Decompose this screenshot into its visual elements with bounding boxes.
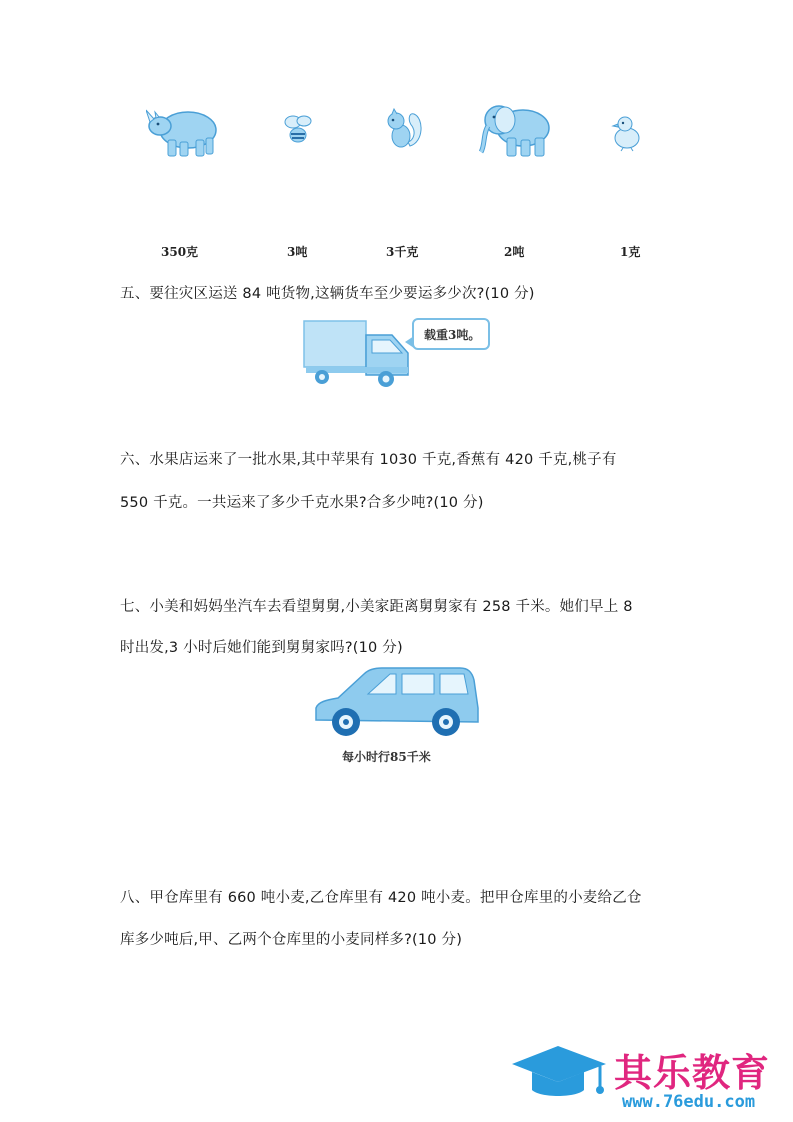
car-speed-caption: 每小时行85千米 (342, 750, 431, 764)
question-7-line-2: 时出发,3 小时后她们能到舅舅家吗?(10 分) (120, 640, 403, 656)
animal-weight-label: 2吨 (504, 245, 525, 259)
question-8-line-1: 八、甲仓库里有 660 吨小麦,乙仓库里有 420 吨小麦。把甲仓库里的小麦给乙仓 (120, 890, 642, 906)
question-6-line-2: 550 千克。一共运来了多少千克水果?合多少吨?(10 分) (120, 495, 484, 511)
logo-url: www.76edu.com (622, 1092, 756, 1112)
animal-weight-label: 350克 (161, 245, 199, 259)
question-7-line-1: 七、小美和妈妈坐汽车去看望舅舅,小美家距离舅舅家有 258 千米。她们早上 8 (120, 599, 633, 615)
logo-name: 其乐教育 (614, 1051, 771, 1095)
truck-illustration (302, 313, 412, 389)
truck-load-label: 载重3吨。 (424, 328, 481, 342)
car-illustration (312, 664, 482, 740)
question-6-line-1: 六、水果店运来了一批水果,其中苹果有 1030 千克,香蕉有 420 千克,桃子有 (120, 452, 617, 468)
truck-speech-bubble (412, 318, 490, 350)
animal-weight-label: 1克 (620, 245, 641, 259)
speech-bubble-tail (405, 336, 414, 348)
question-8-line-2: 库多少吨后,甲、乙两个仓库里的小麦同样多?(10 分) (120, 932, 463, 948)
animal-weight-label: 3吨 (287, 245, 308, 259)
question-5-text: 五、要往灾区运送 84 吨货物,这辆货车至少要运多少次?(10 分) (120, 286, 535, 302)
animal-chick (611, 112, 643, 152)
logo (510, 1040, 790, 1120)
animal-bee (283, 113, 313, 147)
graduation-cap-icon (510, 1042, 610, 1104)
animal-elephant (479, 100, 555, 160)
animal-squirrel (384, 108, 424, 150)
animal-weight-label: 3千克 (386, 245, 419, 259)
animal-rhinoceros (146, 100, 222, 162)
